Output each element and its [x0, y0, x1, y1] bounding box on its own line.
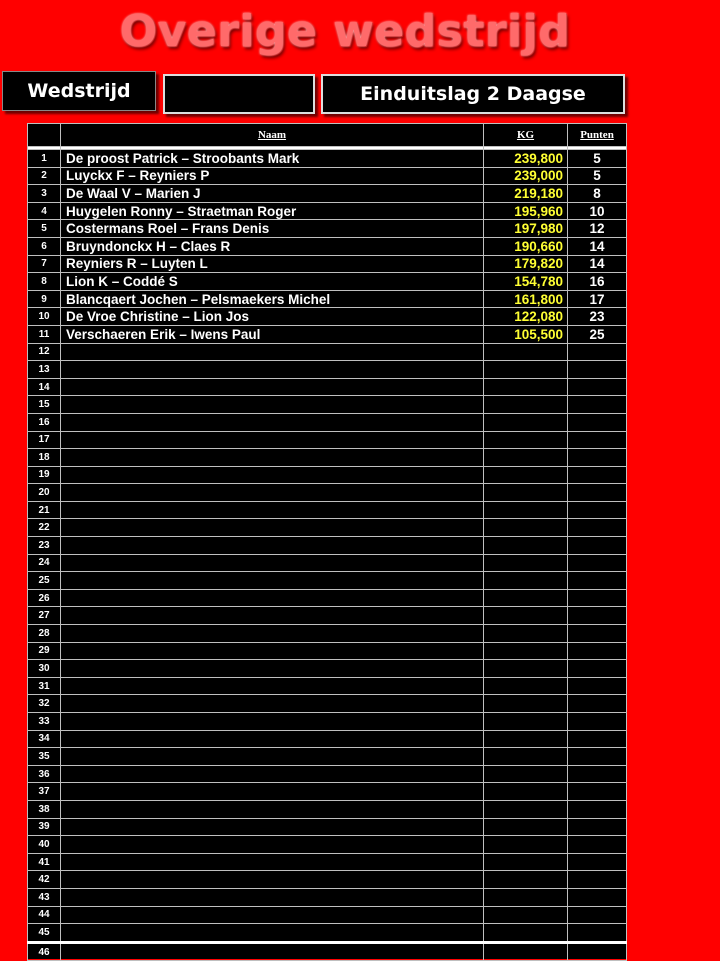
cell-kg	[484, 748, 568, 766]
header-num	[28, 124, 61, 147]
cell-kg	[484, 572, 568, 590]
cell-num: 18	[28, 449, 61, 467]
cell-kg	[484, 589, 568, 607]
cell-punten	[568, 519, 627, 537]
cell-kg	[484, 730, 568, 748]
table-row	[28, 431, 627, 449]
cell-num: 24	[28, 554, 61, 572]
table-row	[28, 607, 627, 625]
cell-kg: 195,960	[484, 202, 568, 220]
cell-kg	[484, 413, 568, 431]
page-title: Overige wedstrijd	[119, 6, 571, 57]
cell-punten	[568, 783, 627, 801]
cell-punten	[568, 713, 627, 731]
cell-punten	[568, 484, 627, 502]
cell-naam	[61, 554, 484, 572]
cell-num: 15	[28, 396, 61, 414]
cell-kg: 154,780	[484, 273, 568, 291]
cell-kg: 161,800	[484, 290, 568, 308]
cell-punten	[568, 660, 627, 678]
cell-num: 42	[28, 871, 61, 889]
cell-punten	[568, 554, 627, 572]
cell-punten	[568, 343, 627, 361]
cell-naam	[61, 677, 484, 695]
table-row	[28, 677, 627, 695]
cell-kg	[484, 871, 568, 889]
cell-punten	[568, 572, 627, 590]
table-header-row	[28, 124, 627, 147]
table-row	[28, 642, 627, 660]
results-table-panel	[27, 123, 626, 959]
cell-punten	[568, 607, 627, 625]
cell-num: 1	[28, 150, 61, 168]
table-row	[28, 325, 627, 343]
cell-naam	[61, 572, 484, 590]
cell-punten	[568, 431, 627, 449]
cell-num: 34	[28, 730, 61, 748]
cell-kg	[484, 836, 568, 854]
table-row	[28, 396, 627, 414]
cell-num: 44	[28, 906, 61, 924]
cell-kg	[484, 361, 568, 379]
header-punten: Punten	[568, 124, 627, 147]
cell-naam: Lion K – Coddé S	[61, 273, 484, 291]
table-row	[28, 853, 627, 871]
cell-punten	[568, 589, 627, 607]
cell-kg: 190,660	[484, 237, 568, 255]
cell-num: 37	[28, 783, 61, 801]
cell-naam	[61, 501, 484, 519]
cell-num: 9	[28, 290, 61, 308]
cell-num: 27	[28, 607, 61, 625]
table-row	[28, 501, 627, 519]
table-row	[28, 871, 627, 889]
cell-kg	[484, 625, 568, 643]
table-row	[28, 765, 627, 783]
cell-num: 26	[28, 589, 61, 607]
cell-punten	[568, 942, 627, 961]
table-row	[28, 572, 627, 590]
cell-naam	[61, 924, 484, 943]
cell-naam	[61, 413, 484, 431]
cell-punten: 14	[568, 237, 627, 255]
table-row	[28, 167, 627, 185]
cell-punten	[568, 765, 627, 783]
cell-num: 4	[28, 202, 61, 220]
cell-naam: De Vroe Christine – Lion Jos	[61, 308, 484, 326]
table-row	[28, 554, 627, 572]
cell-naam	[61, 695, 484, 713]
cell-naam	[61, 730, 484, 748]
table-row	[28, 625, 627, 643]
cell-num: 38	[28, 800, 61, 818]
cell-kg	[484, 765, 568, 783]
cell-naam	[61, 431, 484, 449]
cell-punten	[568, 396, 627, 414]
cell-punten: 25	[568, 325, 627, 343]
cell-naam	[61, 713, 484, 731]
cell-naam	[61, 906, 484, 924]
cell-num: 7	[28, 255, 61, 273]
cell-num: 33	[28, 713, 61, 731]
table-row	[28, 695, 627, 713]
cell-naam: De proost Patrick – Stroobants Mark	[61, 150, 484, 168]
cell-kg	[484, 396, 568, 414]
cell-punten: 23	[568, 308, 627, 326]
table-row	[28, 660, 627, 678]
table-row	[28, 308, 627, 326]
cell-naam: Blancqaert Jochen – Pelsmaekers Michel	[61, 290, 484, 308]
table-row	[28, 484, 627, 502]
cell-num: 19	[28, 466, 61, 484]
cell-num: 2	[28, 167, 61, 185]
tab-wedstrijd[interactable]: Wedstrijd	[2, 71, 156, 111]
cell-kg	[484, 519, 568, 537]
cell-num: 21	[28, 501, 61, 519]
cell-punten	[568, 836, 627, 854]
cell-punten	[568, 906, 627, 924]
cell-num: 16	[28, 413, 61, 431]
cell-kg: 197,980	[484, 220, 568, 238]
table-row	[28, 836, 627, 854]
cell-punten	[568, 361, 627, 379]
cell-kg: 122,080	[484, 308, 568, 326]
cell-num: 5	[28, 220, 61, 238]
table-row	[28, 924, 627, 943]
table-row	[28, 290, 627, 308]
cell-punten	[568, 413, 627, 431]
cell-naam: Bruyndonckx H – Claes R	[61, 237, 484, 255]
cell-naam	[61, 765, 484, 783]
cell-naam	[61, 378, 484, 396]
cell-punten	[568, 501, 627, 519]
cell-kg	[484, 501, 568, 519]
cell-kg	[484, 343, 568, 361]
table-row	[28, 537, 627, 555]
table-body	[28, 150, 627, 961]
tab-einduitslag[interactable]: Einduitslag 2 Daagse	[321, 74, 625, 114]
cell-punten: 5	[568, 167, 627, 185]
cell-kg	[484, 713, 568, 731]
cell-num: 41	[28, 853, 61, 871]
table-row	[28, 273, 627, 291]
cell-kg	[484, 466, 568, 484]
cell-naam	[61, 888, 484, 906]
cell-punten	[568, 449, 627, 467]
cell-num: 25	[28, 572, 61, 590]
cell-num: 20	[28, 484, 61, 502]
table-row	[28, 906, 627, 924]
cell-naam	[61, 361, 484, 379]
cell-naam	[61, 396, 484, 414]
cell-num: 8	[28, 273, 61, 291]
table-row	[28, 466, 627, 484]
cell-naam	[61, 343, 484, 361]
cell-num: 31	[28, 677, 61, 695]
cell-naam	[61, 449, 484, 467]
cell-punten: 5	[568, 150, 627, 168]
cell-punten	[568, 853, 627, 871]
cell-naam	[61, 748, 484, 766]
cell-punten: 12	[568, 220, 627, 238]
cell-kg	[484, 431, 568, 449]
table-row	[28, 800, 627, 818]
cell-punten	[568, 378, 627, 396]
cell-num: 40	[28, 836, 61, 854]
table-row	[28, 783, 627, 801]
cell-punten	[568, 677, 627, 695]
cell-naam: Luyckx F – Reyniers P	[61, 167, 484, 185]
cell-naam	[61, 607, 484, 625]
cell-naam: Reyniers R – Luyten L	[61, 255, 484, 273]
table-row	[28, 255, 627, 273]
cell-naam	[61, 800, 484, 818]
table-row	[28, 519, 627, 537]
cell-num: 23	[28, 537, 61, 555]
cell-naam	[61, 942, 484, 961]
cell-kg	[484, 607, 568, 625]
cell-kg	[484, 642, 568, 660]
cell-kg: 239,000	[484, 167, 568, 185]
cell-num: 29	[28, 642, 61, 660]
cell-num: 28	[28, 625, 61, 643]
cell-kg: 239,800	[484, 150, 568, 168]
table-row	[28, 361, 627, 379]
cell-punten	[568, 871, 627, 889]
tab-empty[interactable]	[163, 74, 315, 114]
cell-punten	[568, 695, 627, 713]
cell-num: 3	[28, 185, 61, 203]
cell-punten	[568, 730, 627, 748]
cell-punten	[568, 537, 627, 555]
cell-kg	[484, 537, 568, 555]
table-row	[28, 589, 627, 607]
cell-punten: 10	[568, 202, 627, 220]
cell-punten: 16	[568, 273, 627, 291]
cell-num: 39	[28, 818, 61, 836]
cell-naam	[61, 836, 484, 854]
cell-punten	[568, 642, 627, 660]
cell-naam: Huygelen Ronny – Straetman Roger	[61, 202, 484, 220]
cell-kg	[484, 853, 568, 871]
table-row	[28, 713, 627, 731]
cell-punten	[568, 466, 627, 484]
table-row	[28, 413, 627, 431]
table-row	[28, 378, 627, 396]
cell-punten	[568, 818, 627, 836]
cell-num: 10	[28, 308, 61, 326]
cell-naam	[61, 783, 484, 801]
cell-kg: 105,500	[484, 325, 568, 343]
cell-kg: 179,820	[484, 255, 568, 273]
table-row	[28, 150, 627, 168]
table-row	[28, 237, 627, 255]
cell-naam: Verschaeren Erik – Iwens Paul	[61, 325, 484, 343]
cell-num: 14	[28, 378, 61, 396]
cell-kg	[484, 660, 568, 678]
cell-kg	[484, 449, 568, 467]
cell-kg	[484, 484, 568, 502]
cell-punten: 14	[568, 255, 627, 273]
table-row	[28, 888, 627, 906]
cell-kg: 219,180	[484, 185, 568, 203]
cell-naam	[61, 466, 484, 484]
cell-num: 6	[28, 237, 61, 255]
table-row	[28, 730, 627, 748]
cell-naam	[61, 625, 484, 643]
cell-kg	[484, 677, 568, 695]
cell-kg	[484, 800, 568, 818]
cell-punten	[568, 888, 627, 906]
header-naam: Naam	[61, 124, 484, 147]
cell-num: 11	[28, 325, 61, 343]
cell-naam	[61, 660, 484, 678]
cell-punten	[568, 800, 627, 818]
cell-num: 43	[28, 888, 61, 906]
cell-kg	[484, 924, 568, 943]
cell-naam	[61, 484, 484, 502]
cell-num: 30	[28, 660, 61, 678]
cell-kg	[484, 942, 568, 961]
cell-punten	[568, 748, 627, 766]
table-row	[28, 942, 627, 961]
table-row	[28, 185, 627, 203]
table-row	[28, 449, 627, 467]
cell-num: 22	[28, 519, 61, 537]
cell-num: 35	[28, 748, 61, 766]
cell-kg	[484, 906, 568, 924]
header-kg: KG	[484, 124, 568, 147]
cell-kg	[484, 695, 568, 713]
table-row	[28, 343, 627, 361]
table-row	[28, 202, 627, 220]
cell-punten	[568, 924, 627, 943]
cell-naam	[61, 642, 484, 660]
cell-punten: 17	[568, 290, 627, 308]
table-row	[28, 220, 627, 238]
table-row	[28, 748, 627, 766]
cell-num: 45	[28, 924, 61, 943]
cell-num: 32	[28, 695, 61, 713]
cell-naam	[61, 519, 484, 537]
cell-num: 46	[28, 942, 61, 961]
table-row	[28, 818, 627, 836]
results-table	[27, 123, 627, 961]
cell-num: 13	[28, 361, 61, 379]
cell-naam	[61, 537, 484, 555]
cell-naam	[61, 818, 484, 836]
cell-kg	[484, 888, 568, 906]
cell-kg	[484, 818, 568, 836]
cell-naam	[61, 589, 484, 607]
cell-kg	[484, 783, 568, 801]
cell-num: 36	[28, 765, 61, 783]
cell-naam	[61, 853, 484, 871]
cell-num: 17	[28, 431, 61, 449]
cell-naam	[61, 871, 484, 889]
cell-punten: 8	[568, 185, 627, 203]
cell-naam: De Waal V – Marien J	[61, 185, 484, 203]
cell-naam: Costermans Roel – Frans Denis	[61, 220, 484, 238]
cell-kg	[484, 378, 568, 396]
cell-punten	[568, 625, 627, 643]
cell-kg	[484, 554, 568, 572]
cell-num: 12	[28, 343, 61, 361]
